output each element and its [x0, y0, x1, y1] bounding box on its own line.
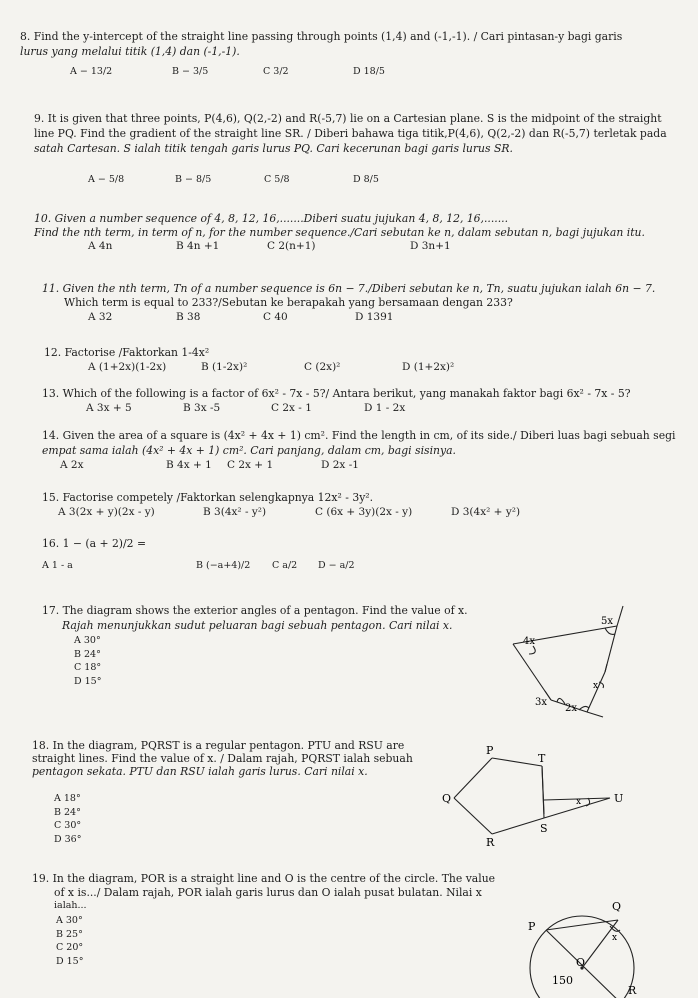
q12-option-a[interactable]: A (1+2x)(1-2x): [88, 361, 167, 373]
q16-option-d[interactable]: D − a/2: [318, 560, 355, 571]
q19-option-b[interactable]: B 25°: [56, 928, 83, 940]
q10-option-d[interactable]: D 3n+1: [410, 240, 451, 252]
q11-text-line2: Which term is equal to 233?/Sebutan ke berapakah yang bersamaan dengan 233?: [64, 296, 513, 309]
q8-option-d[interactable]: D 18/5: [353, 66, 385, 77]
q17-option-a[interactable]: A 30°: [74, 635, 101, 646]
q14-option-a[interactable]: A 2x: [60, 459, 84, 471]
q13-option-d[interactable]: D 1 - 2x: [364, 402, 406, 414]
q8-options: [0, 66, 698, 84]
q11-text-line1: 11. Given the nth term, Tn of a number sequence is 6n − 7./Diberi sebutan ke n, Tn, suatu jujukan ialah 6n − 7.: [42, 282, 656, 295]
q18-label-t: T: [538, 752, 546, 765]
q10-text-line2: Find the nth term, in term of n, for the number sequence./Cari sebutan ke n, dalam sebutan n, bagi jujukan itu.: [34, 226, 645, 239]
q13-text-line1: 13. Which of the following is a factor of 6x² - 7x - 5?/ Antara berikut, yang manakah faktor bagi 6x² - 7x - 5?: [42, 387, 631, 400]
q11-options: [0, 311, 698, 327]
q19-text-line2: of x is.../ Dalam rajah, POR ialah garis lurus dan O ialah pusat bulatan. Nilai x: [54, 886, 482, 899]
q15-option-c[interactable]: C (6x + 3y)(2x - y): [315, 506, 413, 518]
q17-label-3x: 3x: [535, 697, 548, 708]
q15-option-b[interactable]: B 3(4x² - y²): [203, 506, 267, 518]
q9-options: [0, 174, 698, 192]
q8-option-a[interactable]: A − 13/2: [70, 66, 113, 77]
q18-option-d[interactable]: D 36°: [54, 833, 82, 845]
q19-option-c[interactable]: C 20°: [56, 942, 84, 953]
q18-options: [54, 792, 81, 846]
q19-label-q: Q: [612, 900, 622, 913]
q18-text-line3: pentagon sekata. PTU dan RSU ialah garis lurus. Cari nilai x.: [32, 765, 368, 778]
q8-option-b[interactable]: B − 3/5: [172, 66, 209, 77]
q17-text-line2: Rajah menunjukkan sudut peluaran bagi sebuah pentagon. Cari nilai x.: [62, 619, 453, 632]
q9-option-c[interactable]: C 5/8: [264, 174, 290, 185]
q8-text-line1: 8. Find the y-intercept of the straight line passing through points (1,4) and (-1,-1). / Cari pintasan-y bagi garis: [20, 30, 623, 43]
q15-option-a[interactable]: A 3(2x + y)(2x - y): [58, 506, 155, 518]
q16-options: [0, 560, 698, 576]
q18-label-x: x: [576, 797, 582, 807]
q8-option-c[interactable]: C 3/2: [263, 66, 289, 77]
q18-option-a[interactable]: A 18°: [54, 793, 81, 804]
q12-options: [0, 361, 698, 377]
q14-option-d[interactable]: D 2x -1: [321, 459, 359, 471]
q18-label-r: R: [486, 836, 495, 848]
q18-label-s: S: [540, 822, 548, 835]
q18-pentagon-diagram: [440, 740, 640, 848]
q9-text-line1: 9. It is given that three points, P(4,6), Q(2,-2) and R(-5,7) lie on a Cartesian plane. S is the midpoint of the straight: [34, 112, 662, 125]
q10-text-line1: 10. Given a number sequence of 4, 8, 12, 16,.......Diberi suatu jujukan 4, 8, 12, 16,.......: [34, 212, 509, 225]
q18-text-line2: straight lines. Find the value of x. / Dalam rajah, PQRST ialah sebuah: [32, 752, 413, 765]
q12-option-d[interactable]: D (1+2x)²: [402, 361, 455, 373]
q10-options: [0, 240, 698, 256]
q18-text-line1: 18. In the diagram, PQRST is a regular pentagon. PTU and RSU are: [32, 739, 405, 752]
q17-label-x: x: [593, 681, 599, 691]
q14-text-line1: 14. Given the area of a square is (4x² + 4x + 1) cm². Find the length in cm, of its side./ Diberi luas bagi sebuah segi: [42, 429, 676, 442]
q18-option-b[interactable]: B 24°: [54, 806, 81, 818]
q19-label-x: x: [612, 933, 618, 943]
q10-option-a[interactable]: A 4n: [88, 240, 113, 252]
q11-option-b[interactable]: B 38: [176, 311, 201, 323]
q19-option-a[interactable]: A 30°: [56, 915, 83, 926]
q17-options: [74, 634, 101, 688]
q19-option-d[interactable]: D 15°: [56, 955, 84, 967]
q17-label-5x: 5x: [601, 616, 614, 627]
q14-option-c[interactable]: C 2x + 1: [227, 459, 274, 471]
q16-option-c[interactable]: C a/2: [272, 560, 298, 571]
q13-options: [0, 402, 698, 418]
q18-label-p: P: [486, 744, 494, 757]
q19-label-o: O: [576, 956, 586, 969]
q11-option-d[interactable]: D 1391: [355, 311, 394, 323]
q18-label-q: Q: [442, 792, 452, 805]
q15-text-line1: 15. Factorise competely /Faktorkan selengkapnya 12x² - 3y².: [42, 491, 374, 504]
q9-option-a[interactable]: A − 5/8: [88, 174, 125, 185]
q10-option-c[interactable]: C 2(n+1): [267, 240, 316, 252]
q17-option-c[interactable]: C 18°: [74, 662, 102, 673]
q19-label-p: P: [528, 920, 536, 933]
q14-option-b[interactable]: B 4x + 1: [166, 459, 212, 471]
q17-pentagon-diagram: [505, 604, 655, 722]
q15-options: [0, 506, 698, 522]
q18-option-c[interactable]: C 30°: [54, 820, 82, 831]
q9-option-b[interactable]: B − 8/5: [175, 174, 212, 185]
q9-text-line2: line PQ. Find the gradient of the straight line SR. / Diberi bahawa tiga titik,P(4,6), Q(2,-2) dan R(-5,7) terletak pada: [34, 127, 667, 140]
q16-option-b[interactable]: B (−a+4)/2: [196, 560, 251, 571]
q17-label-4x: 4x: [523, 636, 536, 647]
q16-text-line1: 16. 1 − (a + 2)/2 =: [42, 537, 147, 550]
q13-option-b[interactable]: B 3x -5: [183, 402, 221, 414]
q17-option-d[interactable]: D 15°: [74, 675, 102, 687]
q14-text-line2: empat sama ialah (4x² + 4x + 1) cm². Cari panjang, dalam cm, bagi sisinya.: [42, 444, 456, 457]
q11-option-a[interactable]: A 32: [88, 311, 113, 323]
q15-option-d[interactable]: D 3(4x² + y²): [451, 506, 521, 518]
q19-label-150: 150: [552, 974, 573, 987]
q10-option-b[interactable]: B 4n +1: [176, 240, 220, 252]
q13-option-a[interactable]: A 3x + 5: [86, 402, 132, 414]
q17-option-b[interactable]: B 24°: [74, 648, 101, 660]
q13-option-c[interactable]: C 2x - 1: [271, 402, 312, 414]
q18-label-u: U: [614, 792, 624, 805]
q11-option-c[interactable]: C 40: [263, 311, 288, 323]
q17-text-line1: 17. The diagram shows the exterior angles of a pentagon. Find the value of x.: [42, 604, 468, 617]
q14-options: [0, 459, 698, 475]
q19-text-line1: 19. In the diagram, POR is a straight line and O is the centre of the circle. The value: [32, 872, 496, 885]
q12-option-c[interactable]: C (2x)²: [304, 361, 341, 373]
q17-label-2x: 2x: [565, 703, 578, 714]
q8-text-line2: lurus yang melalui titik (1,4) dan (-1,-1).: [20, 45, 240, 58]
q19-circle-diagram: [520, 890, 670, 998]
q9-text-line3: satah Cartesan. S ialah titik tengah garis lurus PQ. Cari kecerunan bagi garis lurus SR.: [34, 142, 513, 155]
q9-option-d[interactable]: D 8/5: [353, 174, 379, 185]
q19-label-r: R: [628, 984, 637, 997]
q16-option-a[interactable]: A 1 - a: [42, 560, 73, 571]
q19-options: [56, 914, 83, 968]
q19-text-line3: ialah...: [54, 900, 87, 911]
q12-option-b[interactable]: B (1-2x)²: [201, 361, 248, 373]
q12-text-line1: 12. Factorise /Faktorkan 1-4x²: [44, 346, 210, 359]
